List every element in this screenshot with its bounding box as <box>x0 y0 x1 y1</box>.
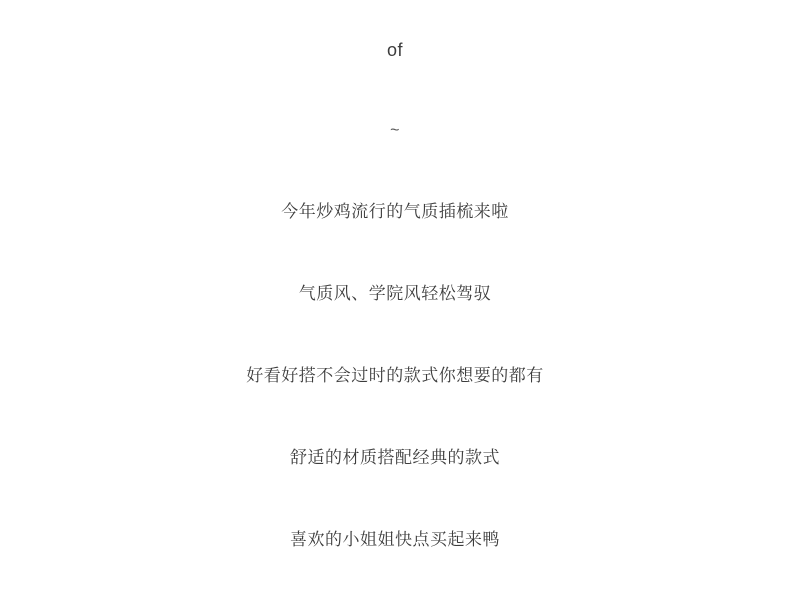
text-line: ~ <box>390 122 400 139</box>
text-line: 气质风、学院风轻松驾驭 <box>298 284 492 303</box>
text-line: 好看好搭不会过时的款式你想要的都有 <box>246 366 544 385</box>
text-line: 舒适的材质搭配经典的款式 <box>290 448 500 467</box>
text-line: 今年炒鸡流行的气质插梳来啦 <box>281 202 509 221</box>
text-line: 喜欢的小姐姐快点买起来鸭 <box>290 530 500 549</box>
text-line: of <box>386 40 403 60</box>
